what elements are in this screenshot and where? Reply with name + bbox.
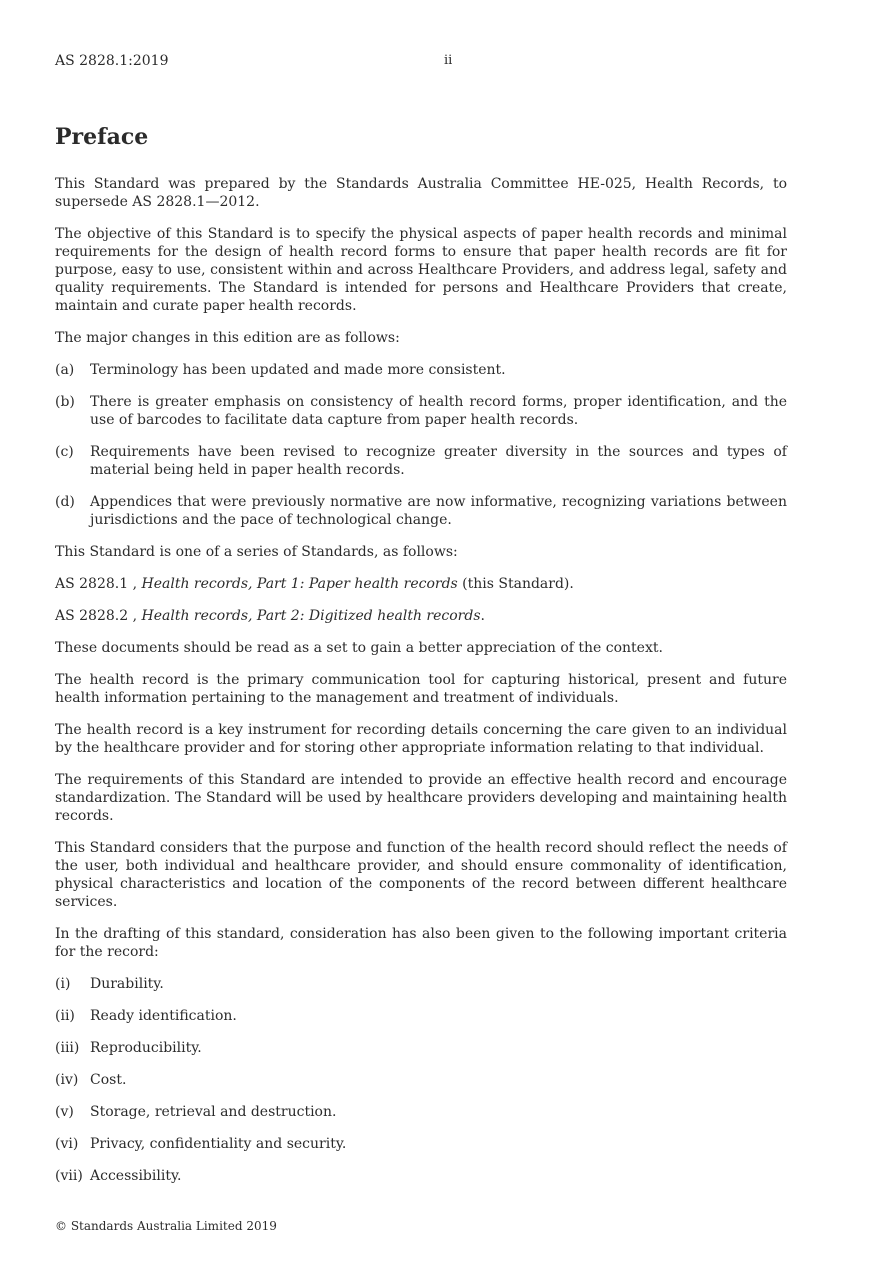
list-item-marker: (iii) [55,1040,80,1056]
list-item-marker: (ii) [55,1008,75,1024]
paragraph: The health record is a key instrument for recording details concerning the care given to an individual by the healthcare provider and for storing other appropriate information relating to that individual. [55,722,787,756]
list-item [55,1007,787,1025]
list-item-marker: (iv) [55,1072,79,1088]
list-item-marker: (d) [55,494,75,510]
list-item-marker: (b) [55,394,75,410]
list-item-text: Appendices that were previously normative are now informative, recognizing variations between jurisdictions and the pace of technological change. [90,494,787,528]
standard-reference [55,575,787,593]
reference-title: Health records, Part 1: Paper health records [141,576,458,592]
document-id: AS 2828.1:2019 [55,53,169,69]
list-item-marker: (vii) [55,1168,83,1184]
paragraph: The health record is the primary communication tool for capturing historical, present and future health information pertaining to the management and treatment of individuals. [55,672,787,706]
list-item-marker: (v) [55,1104,74,1120]
standard-reference [55,607,787,625]
reference-suffix: (this Standard). [462,576,574,592]
preface-body [55,175,787,1199]
list-item [55,1071,787,1089]
list-item-text: Reproducibility. [90,1040,202,1056]
list-item-text: Ready identification. [90,1008,237,1024]
list-item [55,393,787,429]
list-item [55,1167,787,1185]
list-item-text: Privacy, confidentiality and security. [90,1136,347,1152]
list-item [55,361,787,379]
paragraph: The requirements of this Standard are intended to provide an effective health record and encourage standardization. The Standard will be used by healthcare providers developing and maintaining health records. [55,772,787,824]
reference-code: AS 2828.1 , [55,576,138,592]
paragraph: These documents should be read as a set to gain a better appreciation of the context. [55,640,663,656]
list-item [55,443,787,479]
list-item [55,1103,787,1121]
page-title: Preface [55,124,149,150]
list-item [55,493,787,529]
paragraph: This Standard is one of a series of Standards, as follows: [55,544,458,560]
list-item-marker: (c) [55,444,74,460]
page-number: ii [444,53,453,68]
list-item-marker: (vi) [55,1136,79,1152]
list-item-text: There is greater emphasis on consistency of health record forms, proper identification, and the use of barcodes to facilitate data capture from paper health records. [90,394,787,428]
paragraph: This Standard was prepared by the Standards Australia Committee HE-025, Health Records, to supersede AS 2828.1—2012. [55,176,787,210]
paragraph: The objective of this Standard is to specify the physical aspects of paper health records and minimal requirements for the design of health record forms to ensure that paper health records are fit for purpose, easy to use, consistent within and across Healthcare Providers, and address legal, safety and quality requirements. The Standard is intended for persons and Healthcare Providers that create, maintain and curate paper health records. [55,226,787,314]
list-item-text: Requirements have been revised to recognize greater diversity in the sources and types of material being held in paper health records. [90,444,787,478]
list-item-marker: (i) [55,976,71,992]
paragraph: In the drafting of this standard, consideration has also been given to the following important criteria for the record: [55,926,787,960]
list-item [55,975,787,993]
paragraph: This Standard considers that the purpose and function of the health record should reflect the needs of the user, both individual and healthcare provider, and should ensure commonality of identification, physical characteristics and location of the components of the record between different healthcare services. [55,840,787,910]
list-item [55,1039,787,1057]
list-item-text: Storage, retrieval and destruction. [90,1104,337,1120]
list-item-text: Terminology has been updated and made more consistent. [90,362,506,378]
list-item-text: Accessibility. [90,1168,182,1184]
list-item-text: Durability. [90,976,164,992]
paragraph: The major changes in this edition are as follows: [55,330,400,346]
copyright-footer: © Standards Australia Limited 2019 [55,1219,277,1233]
list-item [55,1135,787,1153]
reference-suffix: . [480,608,485,624]
reference-title: Health records, Part 2: Digitized health records [141,608,481,624]
reference-code: AS 2828.2 , [55,608,138,624]
list-item-text: Cost. [90,1072,127,1088]
list-item-marker: (a) [55,362,75,378]
